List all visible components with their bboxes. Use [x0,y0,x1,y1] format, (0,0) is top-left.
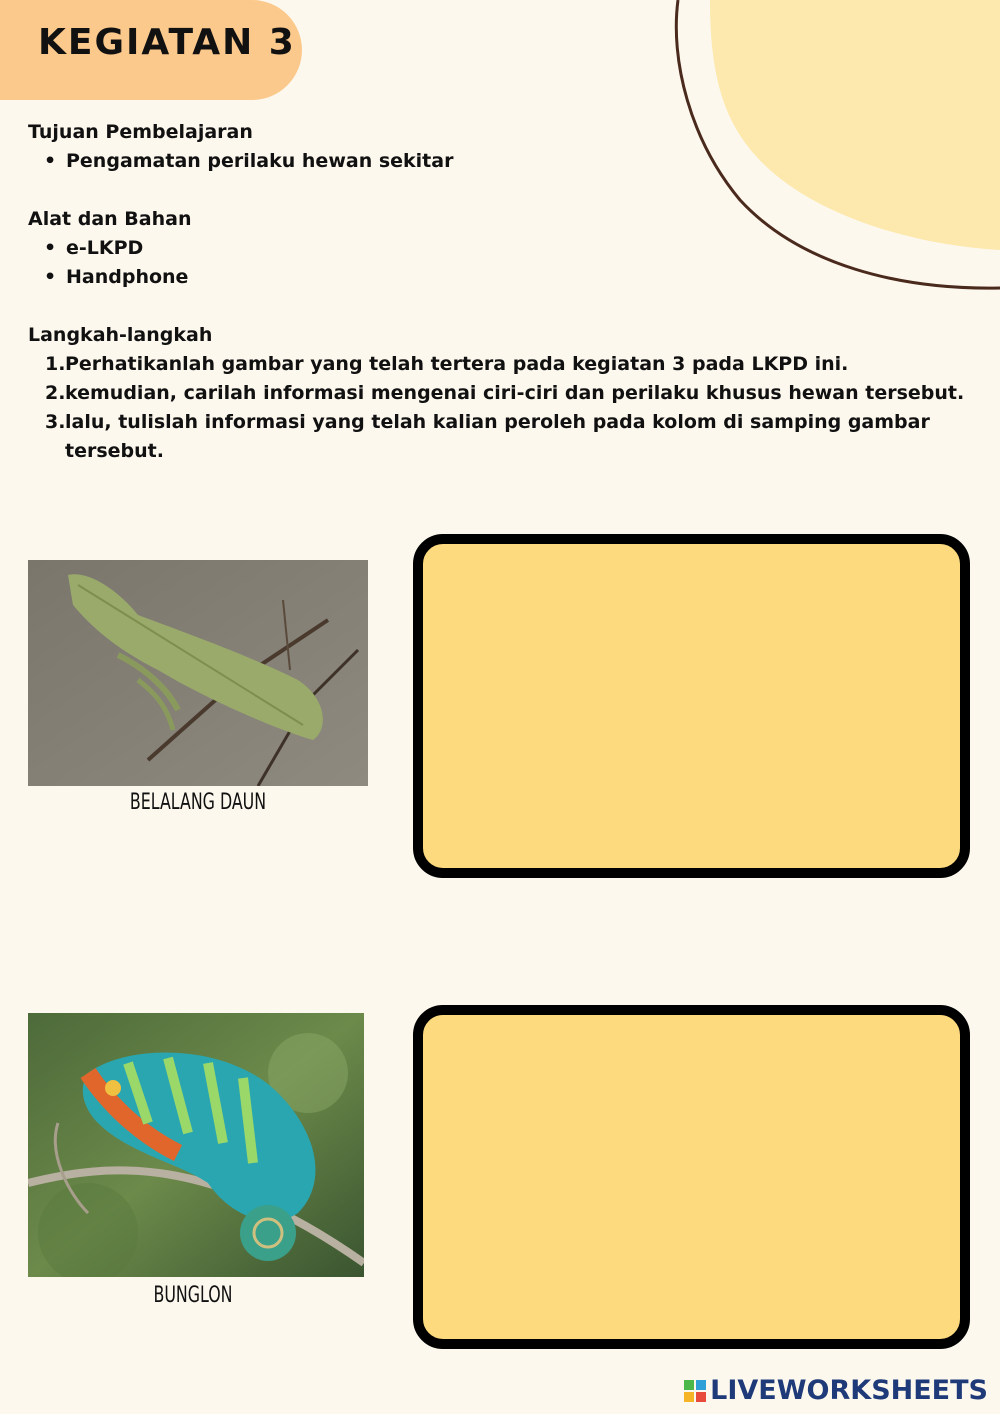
step-item [45,350,968,379]
animal-caption: BELALANG DAUN [129,790,267,815]
step-number: 2. [45,382,66,404]
step-text: lalu, tulislah informasi yang telah kalian peroleh pada kolom di samping gambar tersebut. [65,411,930,462]
chameleon-photo [28,1013,364,1277]
tujuan-list [28,147,968,176]
answer-box-1[interactable] [413,534,970,878]
page-title: KEGIATAN 3 [38,22,296,63]
instructions [28,118,968,466]
liveworksheets-logo-icon [684,1380,706,1402]
alat-title: Alat dan Bahan [28,208,192,230]
leaf-insect-photo [28,560,368,786]
tujuan-title: Tujuan Pembelajaran [28,121,253,143]
step-number: 3. [45,411,66,433]
brand-name: LIVEWORKSHEETS [710,1375,988,1406]
list-item: • Handphone [66,263,968,292]
langkah-title: Langkah-langkah [28,324,213,346]
step-item [45,408,968,466]
alat-list [28,234,968,292]
step-text: Perhatikanlah gambar yang telah tertera pada kegiatan 3 pada LKPD ini. [65,353,849,375]
animal-caption: BUNGLON [153,1283,233,1308]
answer-box-2[interactable] [413,1005,970,1349]
list-item: • e-LKPD [66,234,968,263]
langkah-list [28,350,968,466]
list-item: • Pengamatan perilaku hewan sekitar [66,147,968,176]
step-item [45,379,968,408]
step-number: 1. [45,353,66,375]
step-text: kemudian, carilah informasi mengenai ciri-ciri dan perilaku khusus hewan tersebut. [65,382,965,404]
footer-brand [684,1375,988,1406]
